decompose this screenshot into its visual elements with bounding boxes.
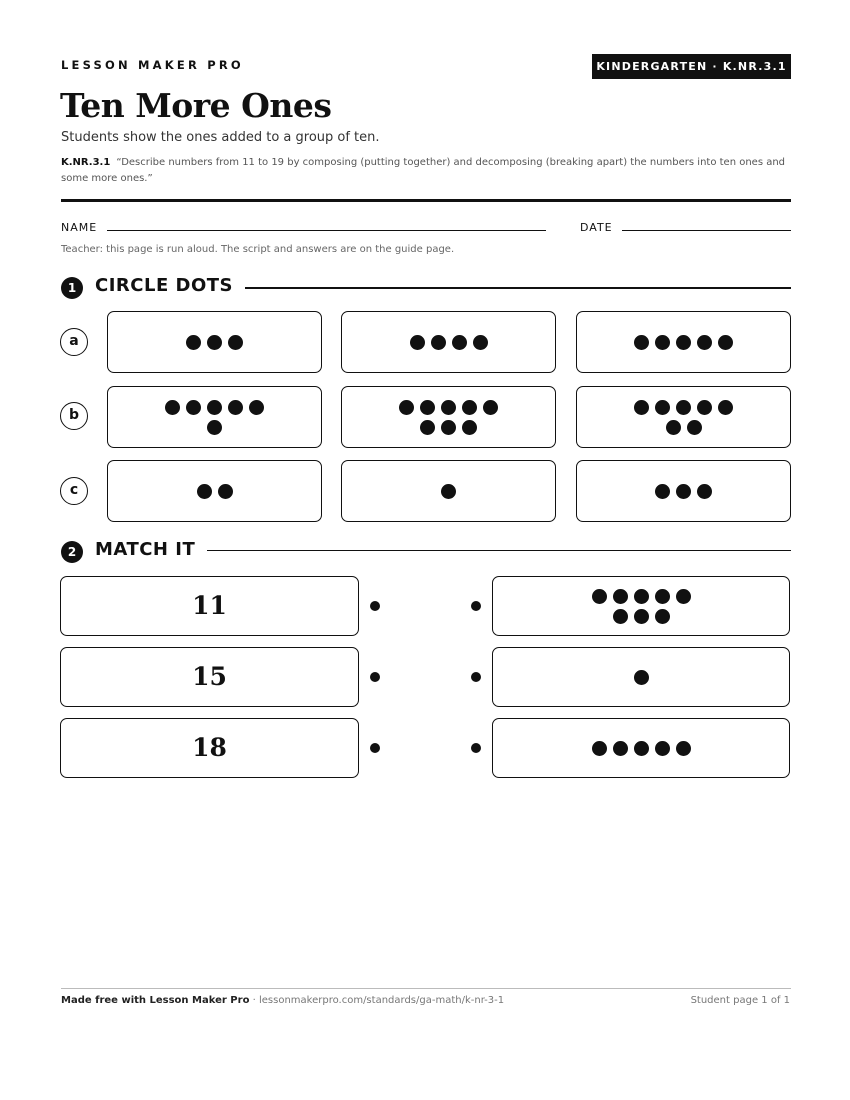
- section-2-title: MATCH IT: [95, 539, 196, 560]
- counting-dot: [473, 335, 488, 350]
- counting-dot: [697, 484, 712, 499]
- match-dot-box: [492, 647, 790, 707]
- counting-dot: [718, 335, 733, 350]
- dot-row: [613, 609, 670, 624]
- counting-dot: [718, 400, 733, 415]
- counting-dot: [186, 400, 201, 415]
- page-title: Ten More Ones: [60, 86, 332, 125]
- dot-box-c-2[interactable]: [341, 460, 556, 522]
- counting-dot: [676, 335, 691, 350]
- standard-text: “Describe numbers from 11 to 19 by composing (putting together) and decomposing (breaking apart) the numbers into ten ones and some more ones.”: [61, 157, 786, 184]
- counting-dot: [207, 335, 222, 350]
- counting-dot: [655, 335, 670, 350]
- date-label: DATE: [580, 221, 613, 234]
- dot-row: [399, 400, 498, 415]
- row-label-b: b: [60, 402, 88, 430]
- counting-dot: [441, 484, 456, 499]
- match-connector-left[interactable]: [370, 743, 380, 753]
- dot-box-c-3[interactable]: [576, 460, 791, 522]
- match-dot-box: [492, 576, 790, 636]
- counting-dot: [655, 589, 670, 604]
- dot-row: [207, 420, 222, 435]
- counting-dot: [228, 400, 243, 415]
- counting-dot: [666, 420, 681, 435]
- footer-divider: [61, 988, 791, 989]
- counting-dot: [441, 400, 456, 415]
- dot-row: [592, 741, 691, 756]
- dot-box-b-3[interactable]: [576, 386, 791, 448]
- dot-box-b-1[interactable]: [107, 386, 322, 448]
- dot-row: [634, 335, 733, 350]
- counting-dot: [613, 609, 628, 624]
- dot-box-b-2[interactable]: [341, 386, 556, 448]
- counting-dot: [634, 400, 649, 415]
- name-label: NAME: [61, 221, 98, 234]
- section-2-rule: [207, 550, 791, 551]
- dot-row: [420, 420, 477, 435]
- dot-row: [441, 484, 456, 499]
- counting-dot: [634, 589, 649, 604]
- counting-dot: [410, 335, 425, 350]
- counting-dot: [207, 400, 222, 415]
- footer-made-by: Made free with Lesson Maker Pro: [61, 995, 250, 1006]
- grade-standard-badge: KINDERGARTEN · K.NR.3.1: [592, 54, 791, 79]
- counting-dot: [655, 400, 670, 415]
- counting-dot: [462, 400, 477, 415]
- match-number-box: 15: [60, 647, 359, 707]
- counting-dot: [207, 420, 222, 435]
- dot-row: [634, 400, 733, 415]
- counting-dot: [399, 400, 414, 415]
- dot-row: [186, 335, 243, 350]
- counting-dot: [420, 420, 435, 435]
- row-label-c: c: [60, 477, 88, 505]
- counting-dot: [452, 335, 467, 350]
- counting-dot: [676, 741, 691, 756]
- footer-url[interactable]: · lessonmakerpro.com/standards/ga-math/k-nr-3-1: [249, 995, 505, 1006]
- standard-code: K.NR.3.1: [61, 157, 111, 168]
- counting-dot: [165, 400, 180, 415]
- counting-dot: [186, 335, 201, 350]
- counting-dot: [431, 335, 446, 350]
- counting-dot: [687, 420, 702, 435]
- counting-dot: [228, 335, 243, 350]
- counting-dot: [420, 400, 435, 415]
- dot-box-a-3[interactable]: [576, 311, 791, 373]
- counting-dot: [592, 741, 607, 756]
- section-2-number: 2: [61, 541, 83, 563]
- match-number-box: 18: [60, 718, 359, 778]
- section-1-rule: [245, 287, 791, 289]
- counting-dot: [634, 670, 649, 685]
- dot-row: [197, 484, 233, 499]
- dot-box-a-2[interactable]: [341, 311, 556, 373]
- match-connector-right[interactable]: [471, 601, 481, 611]
- brand-name: LESSON MAKER PRO: [61, 58, 244, 72]
- match-connector-right[interactable]: [471, 743, 481, 753]
- counting-dot: [697, 335, 712, 350]
- footer-page-number: Student page 1 of 1: [690, 995, 790, 1006]
- counting-dot: [655, 609, 670, 624]
- match-connector-left[interactable]: [370, 601, 380, 611]
- dot-row: [410, 335, 488, 350]
- section-1-title: CIRCLE DOTS: [95, 275, 233, 296]
- header-divider: [61, 199, 791, 202]
- match-dot-box: [492, 718, 790, 778]
- row-label-a: a: [60, 328, 88, 356]
- counting-dot: [676, 589, 691, 604]
- match-connector-left[interactable]: [370, 672, 380, 682]
- counting-dot: [197, 484, 212, 499]
- dot-row: [666, 420, 702, 435]
- date-field[interactable]: [622, 230, 791, 231]
- name-field[interactable]: [107, 230, 546, 231]
- counting-dot: [462, 420, 477, 435]
- page-subtitle: Students show the ones added to a group of ten.: [61, 130, 380, 145]
- counting-dot: [592, 589, 607, 604]
- counting-dot: [655, 484, 670, 499]
- counting-dot: [634, 335, 649, 350]
- counting-dot: [634, 741, 649, 756]
- counting-dot: [483, 400, 498, 415]
- dot-row: [165, 400, 264, 415]
- dot-row: [655, 484, 712, 499]
- counting-dot: [676, 484, 691, 499]
- counting-dot: [441, 420, 456, 435]
- dot-box-c-1[interactable]: [107, 460, 322, 522]
- counting-dot: [655, 741, 670, 756]
- counting-dot: [613, 741, 628, 756]
- match-connector-right[interactable]: [471, 672, 481, 682]
- standard-description: [61, 155, 796, 187]
- match-number-box: 11: [60, 576, 359, 636]
- footer-credit: [61, 995, 504, 1006]
- counting-dot: [613, 589, 628, 604]
- teacher-note: Teacher: this page is run aloud. The script and answers are on the guide page.: [61, 244, 455, 255]
- dot-box-a-1[interactable]: [107, 311, 322, 373]
- counting-dot: [249, 400, 264, 415]
- dot-row: [634, 670, 649, 685]
- counting-dot: [676, 400, 691, 415]
- counting-dot: [697, 400, 712, 415]
- section-1-number: 1: [61, 277, 83, 299]
- counting-dot: [634, 609, 649, 624]
- counting-dot: [218, 484, 233, 499]
- dot-row: [592, 589, 691, 604]
